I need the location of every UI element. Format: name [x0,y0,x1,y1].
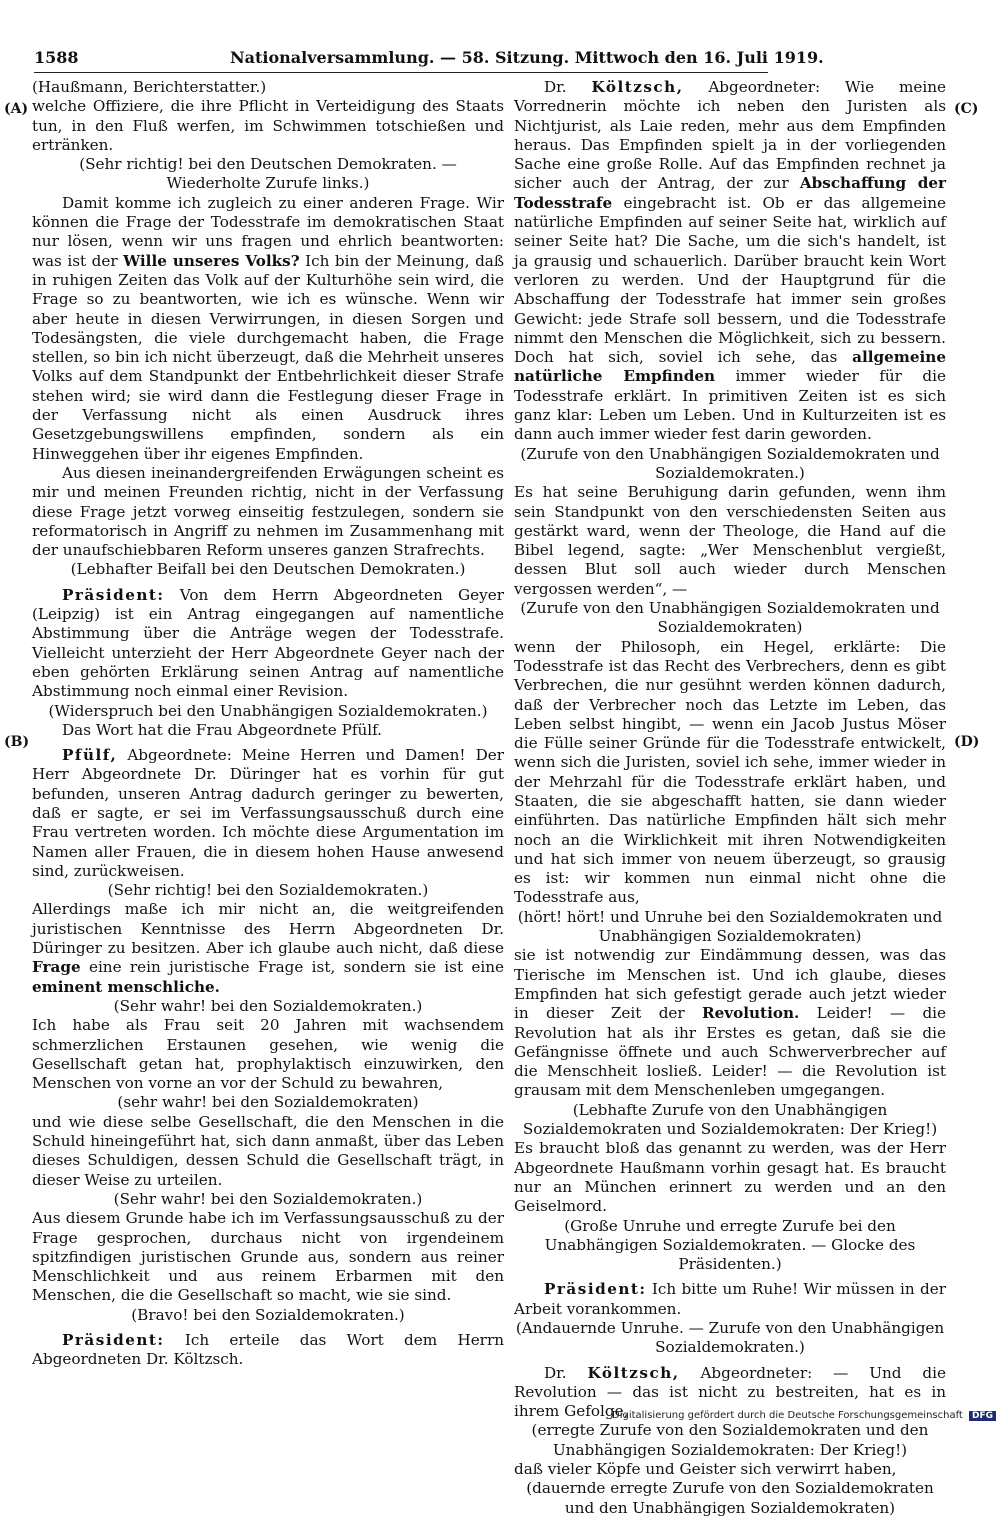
speech-paragraph: Pfülf, Abgeordnete: Meine Herren und Damen! Der Herr Abgeordnete Dr. Düringer hat es vorhin für gut befunden, unseren Antrag dadurch geringer zu bewerten, daß er sagte, er sei im Verfassungsausschuß durch eine Frau vertreten worden. Ich möchte diese Argumentation im Namen aller Frauen, die in diesem hohen Hause anwesend sind, zurückweisen. [32,746,504,880]
interjection: (Andauernde Unruhe. — Zurufe von den Unabhängigen Sozialdemokraten.) [515,1319,945,1357]
paragraph: Damit komme ich zugleich zu einer anderen Frage. Wir können die Frage der Todesstrafe im demokratischen Staat nur lösen, wenn wir uns fragen und ehrlich beantworten: was ist der Wille unseres Volks? Ich bin der Meinung, daß in ruhigen Zeiten das Volk auf der Kulturhöhe sein wird, die Frage so zu beantworten, wie ich es wünsche. Wenn wir aber heute in diesen Verwirrungen, in diesen Sorgen und Todesängsten, die viele durchgemacht haben, die Frage stellen, so bin ich nicht überzeugt, daß die Mehrheit unseres Volks auf dem Standpunkt der Entbehrlichkeit dieser Strafe stehen wird; sie wird dann die Festlegung dieser Frage in der Verfassung nicht als einen Ausdruck ihres Gesetzgebungswillens empfinden, sondern als ein Hinweggehen über ihr eigenes Empfinden. [32,193,505,463]
speaker-reference: (Haußmann, Berichterstatter.) [32,78,267,96]
interjection: (erregte Zurufe von den Sozialdemokraten und den Unabhängigen Sozialdemokraten: Der Krieg!) [531,1421,929,1459]
interjection: (Sehr richtig! bei den Sozialdemokraten.) [107,881,429,900]
dfg-logo: DFG [969,1411,996,1421]
paragraph: Aus diesem Grunde habe ich im Verfassungsausschuß zu der Frage gesprochen, durchaus nicht von irgendeinem spitzfindigen juristischen Grunde aus, sondern aus reiner Menschlichkeit und aus reinem Erbarmen mit den Menschen, die die Gesellschaft so macht, wie sie sind. [32,1209,504,1305]
interjection: (sehr wahr! bei den Sozialdemokraten) [117,1093,419,1112]
margin-marker-a: (A) [4,101,29,117]
paragraph: und wie diese selbe Gesellschaft, die den Menschen in die Schuld hineingeführt hat, sich dann anmaßt, über das Leben dieses Schuldigen, dessen Schuld die Gesellschaft trägt, in dieser Weise zu urteilen. [32,1112,504,1189]
interjection: (Widerspruch bei den Unabhängigen Sozialdemokraten.) [48,701,488,720]
paragraph: welche Offiziere, die ihre Pflicht in Verteidigung des Staats tun, in den Fluß werfen, im Schwimmen totschießen und ertränken. [32,97,504,154]
emphasis: allgemeine natürliche Empfinden [514,348,946,386]
interjection: (Zurufe von den Unabhängigen Sozialdemokraten und Sozialdemokraten) [520,599,940,637]
interjection: (Große Unruhe und erregte Zurufe bei den Unabhängigen Sozialdemokraten. — Glocke des Präsidenten.) [544,1216,916,1274]
speech-paragraph: Dr. Költzsch, Abgeordneter: — Und die Revolution — das ist nicht zu bestreiten, hat es in ihrem Gefolge, [514,1363,946,1421]
paragraph: Es hat seine Beruhigung darin gefunden, wenn ihm sein Standpunkt von den verschiedensten Seiten aus gestärkt ward, wenn der Theologe, die Hand auf die Bibel legend, sagte: „Wer Menschenblut vergießt, dessen Blut soll auch wieder durch Menschen vergossen werden“, — [514,483,946,598]
interjection: (Bravo! bei den Sozialdemokraten.) [131,1305,405,1324]
interjection: (Lebhafter Beifall bei den Deutschen Demokraten.) [70,560,466,579]
interjection: (dauernde erregte Zurufe von den Sozialdemokraten und den Unabhängigen Sozialdemokraten) [526,1479,934,1517]
emphasis: Abschaffung der Todesstrafe [514,174,946,212]
emphasis: eminent menschliche. [32,977,220,996]
speaker-name: Költzsch, [587,1363,680,1382]
speech-paragraph: Präsident: Von dem Herrn Abgeordneten Geyer (Leipzig) ist ein Antrag eingegangen auf namentliche Abstimmung über die Anträge wegen der Todesstrafe. Vielleicht unterzieht der Herr Abgeordnete Geyer nach der eben gehörten Erklärung seinen Antrag auf namentliche Abstimmung noch einmal einer Revision. [32,585,504,701]
emphasis: Frage [32,958,81,977]
margin-marker-c: (C) [954,101,979,117]
interjection: (Lebhafte Zurufe von den Unabhängigen Sozialdemokraten und Sozialdemokraten: Der Krieg!) [522,1100,938,1139]
left-column [32,78,504,1370]
speech-paragraph: Präsident: Ich erteile das Wort dem Herrn Abgeordneten Dr. Költzsch. [32,1331,504,1369]
credit-text: Digitalisierung gefördert durch die Deutsche Forschungsgemeinschaft [612,1410,963,1421]
speaker-name: Präsident: [544,1280,647,1299]
page-number: 1588 [34,48,79,67]
interjection: (Sehr richtig! bei den Deutschen Demokraten. — Wiederholte Zurufe links.) [79,155,457,193]
digitization-credit [612,1410,996,1421]
paragraph: Das Wort hat die Frau Abgeordnete Pfülf. [62,720,382,739]
speaker-name: Költzsch, [591,78,684,96]
speaker-name: Pfülf, [62,746,118,765]
margin-marker-b: (B) [4,734,30,750]
paragraph: wenn der Philosoph, ein Hegel, erklärte: Die Todesstrafe ist das Recht des Verbrechers, denn es gibt Verbrechen, die nur gesühnt werden können dadurch, daß der Verbrecher noch das Letzte im Leben, das Leben selbst hingibt, — wenn ein Jacob Justus Möser die Fülle seiner Gründe für die Todesstrafe entwickelt, wenn sich die Juristen, soviel ich sehe, immer wieder in der Mehrzahl für die Todesstrafe erklärt haben, und Staaten, die sie abgeschafft hatten, sie dann wieder einführten. Das natürliche Empfinden hält sich mehr noch an die Wirklichkeit mit ihren Notwendigkeiten und hat sich immer von neuem überzeugt, so grausig es ist: wir kommen nun einmal nicht ohne die Todesstrafe aus, [514,637,946,907]
paragraph: Ich habe als Frau seit 20 Jahren mit wachsendem schmerzlichen Erstaunen gesehen, wie wenig die Gesellschaft getan hat, prophylaktisch einzuwirken, den Menschen von vorne an vor der Schuld zu bewahren, [32,1016,504,1093]
paragraph: daß vieler Köpfe und Geister sich verwirrt haben, [514,1460,897,1479]
emphasis: Revolution. [702,1004,800,1023]
margin-marker-d: (D) [954,734,980,750]
paragraph: Es braucht bloß das genannt zu werden, was der Herr Abgeordnete Haußmann vorhin gesagt hat. Es braucht nur an München erinnert zu werden und an den Geiselmord. [514,1139,946,1216]
paragraph: sie ist notwendig zur Eindämmung dessen, was das Tierische im Menschen ist. Und ich glaube, dieses Empfinden hat sich gefestigt gerade auch jetzt wieder in dieser Zeit der Revolution. Leider! — die Revolution hat als ihr Erstes es getan, daß sie die Gefängnisse öffnete und auch Schwerverbrecher auf die Menschheit losließ. Leider! — die Revolution ist grausam mit dem Menschenleben umgegangen. [514,946,947,1100]
interjection: (Sehr wahr! bei den Sozialdemokraten.) [113,996,423,1015]
speech-paragraph: Dr. Költzsch, Abgeordneter: Wie meine Vorrednerin möchte ich neben den Juristen als Nichtjurist, als Laie reden, mehr aus dem Empfinden heraus. Das Empfinden spielt ja in der vorliegenden Sache eine große Rolle. Auf das Empfinden rechnet ja sicher auch der Antrag, der zur Abschaffung der Todesstrafe eingebracht ist. Ob er das allgemeine natürliche Empfinden auf seiner Seite hat, wirklich auf seiner Seite hat? Die Sache, um die sich's handelt, ist ja grausig und schauerlich. Darüber braucht kein Wort verloren zu werden. Und der Hauptgrund für die Abschaffung der Todesstrafe hat immer sein großes Gewicht: jede Strafe soll bessern, und die Todesstrafe nimmt den Menschen die Möglichkeit, sich zu bessern. Doch hat sich, soviel ich sehe, das allgemeine natürliche Empfinden immer wieder für die Todesstrafe erklärt. In primitiven Zeiten ist es sich ganz klar: Leben um Leben. Und in Kulturzeiten ist es dann auch immer wieder fest darin geworden. [514,78,946,444]
running-title: Nationalversammlung. — 58. Sitzung. Mittwoch den 16. Juli 1919. [230,48,824,67]
speech-paragraph: Präsident: Ich bitte um Ruhe! Wir müssen in der Arbeit vorankommen. [514,1280,946,1318]
right-column [514,78,946,1518]
speaker-name: Präsident: [62,1331,165,1349]
speaker-name: Präsident: [62,585,165,604]
interjection: (hört! hört! und Unruhe bei den Sozialdemokraten und Unabhängigen Sozialdemokraten) [517,907,943,946]
emphasis: Wille unseres Volks? [123,251,300,270]
interjection: (Sehr wahr! bei den Sozialdemokraten.) [113,1189,423,1208]
interjection: (Zurufe von den Unabhängigen Sozialdemokraten und Sozialdemokraten.) [520,444,940,482]
paragraph: Allerdings maße ich mir nicht an, die weitgreifenden juristischen Kenntnisse des Herrn Abgeordneten Dr. Düringer zu besitzen. Aber ich glaube auch nicht, daß diese Frage eine rein juristische Frage ist, sondern sie ist eine eminent menschliche. [32,900,504,996]
paragraph: Aus diesen ineinandergreifenden Erwägungen scheint es mir und meinen Freunden richtig, nicht in der Verfassung diese Frage jetzt vorweg einseitig festzulegen, sondern sie reformatorisch in Angriff zu nehmen im Zusammenhang mit der unaufschiebbaren Reform unseres ganzen Strafrechts. [32,463,504,560]
page-header [34,48,824,73]
